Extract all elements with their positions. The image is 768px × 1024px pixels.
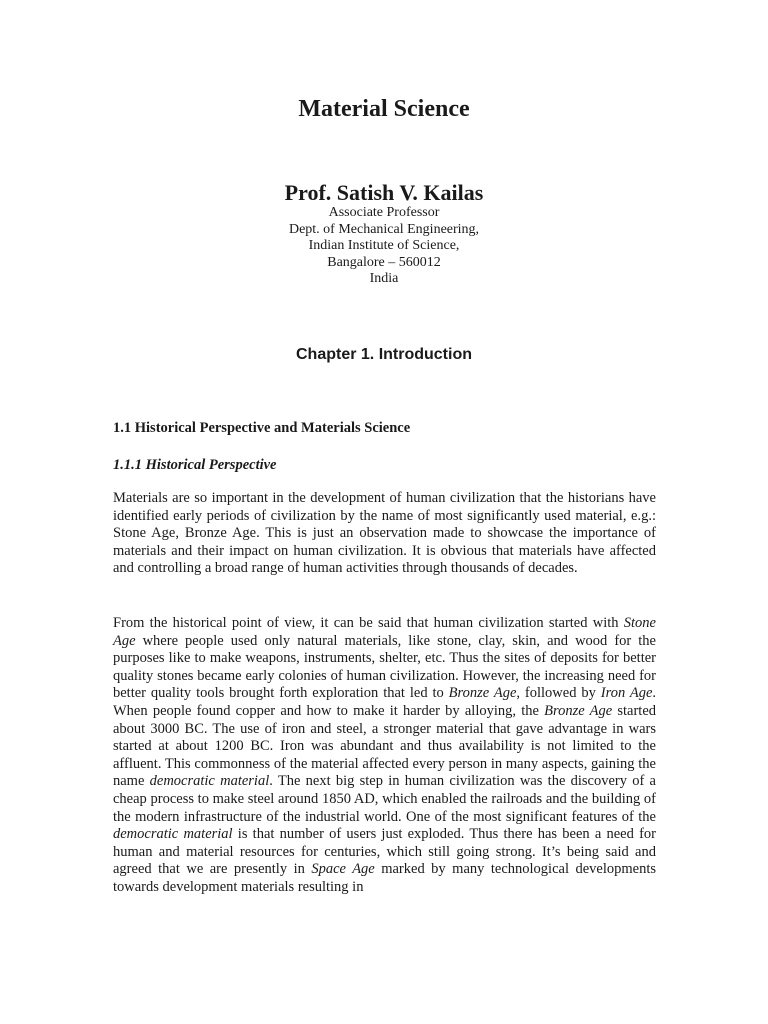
paragraph-text: started about 3000 BC. The use of iron and steel, a stronger material that gave advantage in wars started at about 1200 BC. Iron was abundant and thus availability is not limited to the affluent. This commonness of the material affected every person in many aspects, gaining the name: [113, 702, 657, 790]
paragraph-text: where people used only natural materials, like stone, clay, skin, and wood for the purposes like to make weapons, instruments, shelter, etc. Thus the sites of deposits for better quality stones became early colonies of human civilization. However, the increasing need for better quality tools brought forth exploration that led to: [113, 632, 656, 702]
emphasis-bronze-age: Bronze Age: [448, 685, 517, 702]
document-title: Material Science: [298, 96, 470, 122]
emphasis-stone-age: Stone Age: [113, 615, 656, 649]
chapter-heading: Chapter 1. Introduction: [296, 346, 472, 363]
section-heading: 1.1 Historical Perspective and Materials Science: [113, 420, 411, 436]
affiliation-country: India: [369, 271, 399, 287]
paragraph-text: From the historical point of view, it can be said that human civilization started with: [113, 615, 624, 631]
author-affiliation: [0, 205, 768, 288]
affiliation-city: Bangalore – 560012: [327, 254, 441, 270]
emphasis-space-age: Space Age: [311, 861, 375, 878]
emphasis-bronze-age: Bronze Age: [544, 702, 613, 719]
emphasis-iron-age: Iron Age: [600, 685, 653, 702]
paragraph-text: , followed by: [516, 685, 601, 702]
affiliation-institute: Indian Institute of Science,: [308, 238, 460, 254]
affiliation-department: Dept. of Mechanical Engineering,: [288, 221, 480, 237]
subsection-heading: 1.1.1 Historical Perspective: [113, 457, 277, 473]
emphasis-democratic-material: democratic material: [149, 773, 270, 790]
paragraph-text: marked by many technological developments towards development materials resulting in: [113, 861, 656, 895]
body-paragraph-2: [113, 615, 656, 897]
paragraph-text: . When people found copper and how to make it harder by alloying, the: [113, 685, 657, 719]
body-paragraph-1: Materials are so important in the development of human civilization that the historians have identified early periods of civilization by the name of most significantly used material, e.g.: Stone Age, Bronze Age. This is just an observation made to showcase the importance of materials and their impact on human civilization. It is obvious that materials have affected and controlling a broad range of human activities through thousands of decades.: [113, 490, 656, 577]
paragraph-text: . The next big step in human civilization was the discovery of a cheap process to make steel around 1850 AD, which enabled the railroads and the building of the modern infrastructure of the industrial world. One of the most significant features of the: [113, 773, 656, 825]
author-name: Prof. Satish V. Kailas: [284, 180, 484, 205]
emphasis-democratic-material: democratic material: [113, 826, 233, 843]
paragraph-text: is that number of users just exploded. Thus there has been a need for human and material resources for centuries, which still going strong. It’s being said and agreed that we are presently in: [113, 826, 656, 878]
affiliation-position: Associate Professor: [328, 205, 440, 220]
